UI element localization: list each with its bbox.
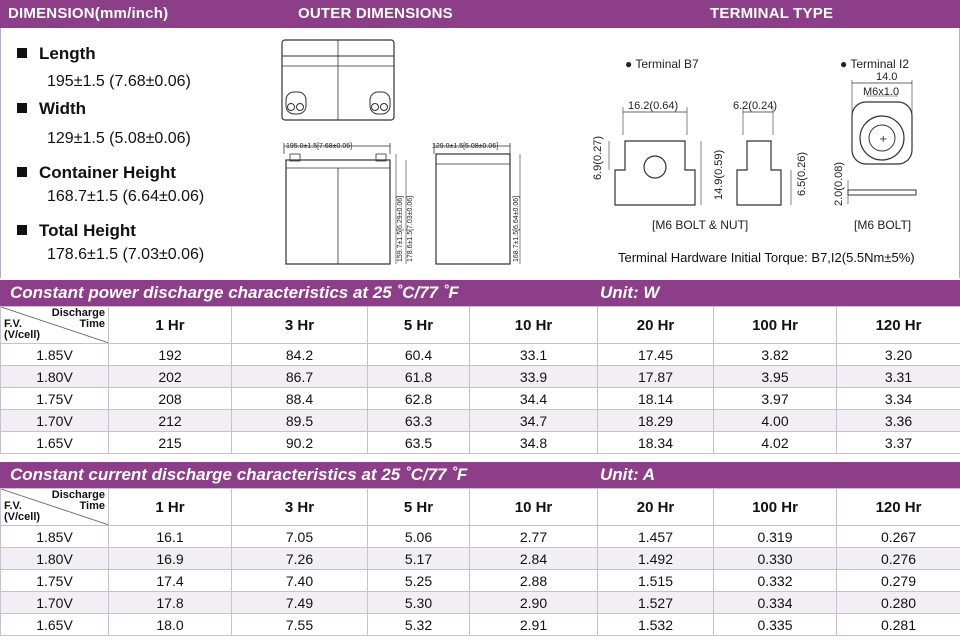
bullet-square-icon [17,103,27,113]
value-cell: 1.515 [598,570,714,592]
value-cell: 0.330 [714,548,837,570]
value-cell: 5.32 [368,614,470,636]
value-cell: 89.5 [232,410,368,432]
power-table-title: Constant power discharge characteristics at 25 ˚C/77 ˚F [10,283,459,302]
value-cell: 1.457 [598,526,714,548]
dim-total-height-label: Total Height [17,221,136,241]
value-cell: 5.17 [368,548,470,570]
current-table-title: Constant current discharge characteristics at 25 ˚C/77 ˚F [10,465,468,484]
b7-width-1-label: 16.2(0.64) [628,100,679,112]
value-cell: 0.281 [837,614,960,636]
fv-cell: 1.80V [1,548,109,570]
corner-fv-label: F.V. (V/cell) [4,318,41,341]
value-cell: 17.8 [109,592,232,614]
i2-thread-label: M6x1.0 [863,86,900,98]
i2-width-label: 14.0 [876,71,898,83]
value-cell: 3.37 [837,432,960,454]
current-discharge-table [0,488,960,636]
dim-container-height-value: 168.7±1.5 (6.64±0.06) [47,188,205,205]
battery-top-view-drawing [278,36,398,124]
torque-note: Terminal Hardware Initial Torque: B7,I2(5.5Nm±5%) [618,250,915,265]
fv-cell: 1.70V [1,592,109,614]
corner-fv-label: F.V. (V/cell) [4,500,41,523]
fv-cell: 1.65V [1,432,109,454]
value-cell: 34.8 [470,432,598,454]
value-cell: 33.1 [470,344,598,366]
value-cell: 61.8 [368,366,470,388]
fv-cell: 1.85V [1,526,109,548]
dim-width-value: 129±1.5 (5.08±0.06) [47,130,191,147]
value-cell: 202 [109,366,232,388]
value-cell: 0.332 [714,570,837,592]
value-cell: 3.34 [837,388,960,410]
dim-length-value: 195±1.5 (7.68±0.06) [47,73,191,90]
current-section-bar [0,462,960,488]
value-cell: 1.492 [598,548,714,570]
value-cell: 215 [109,432,232,454]
value-cell: 0.334 [714,592,837,614]
current-header-row [1,489,960,526]
value-cell: 7.40 [232,570,368,592]
table-row [1,614,960,636]
terminal-i2-drawing [830,80,935,215]
side-height-label: 168.7±1.5[6.64±0.06] [513,195,520,262]
terminal-b7-title: ● Terminal B7 [625,57,699,71]
value-cell: 86.7 [232,366,368,388]
power-discharge-table [0,306,960,454]
svg-text:+: + [879,134,888,145]
value-cell: 5.30 [368,592,470,614]
corner-discharge-time-label: Discharge Time [51,307,105,330]
value-cell: 90.2 [232,432,368,454]
value-cell: 60.4 [368,344,470,366]
column-header: 10 Hr [470,307,598,344]
value-cell: 192 [109,344,232,366]
table-corner-cell [1,307,109,344]
power-body [1,344,960,454]
table-row [1,366,960,388]
column-header: 1 Hr [109,489,232,526]
dim-total-height-value: 178.6±1.5 (7.03±0.06) [47,246,205,263]
column-header: 1 Hr [109,307,232,344]
column-header: 120 Hr [837,307,960,344]
value-cell: 84.2 [232,344,368,366]
column-header: 120 Hr [837,489,960,526]
value-cell: 1.532 [598,614,714,636]
value-cell: 7.05 [232,526,368,548]
b7-height-2-label: 14.9(0.59) [713,149,725,200]
bullet-square-icon [17,48,27,58]
value-cell: 2.88 [470,570,598,592]
value-cell: 0.267 [837,526,960,548]
value-cell: 0.280 [837,592,960,614]
table-row [1,410,960,432]
terminal-type-title: TERMINAL TYPE [710,5,834,22]
value-cell: 7.49 [232,592,368,614]
b7-width-2-label: 6.2(0.24) [733,100,778,112]
outer-dimensions-title: OUTER DIMENSIONS [298,5,453,22]
value-cell: 17.87 [598,366,714,388]
value-cell: 18.14 [598,388,714,410]
i2-caption: [M6 BOLT] [854,218,912,232]
table-row [1,344,960,366]
front-width-label: 195.0±1.5[7.68±0.06] [286,143,353,150]
bullet-square-icon [17,225,27,235]
fv-cell: 1.65V [1,614,109,636]
value-cell: 17.4 [109,570,232,592]
value-cell: 5.25 [368,570,470,592]
value-cell: 5.06 [368,526,470,548]
value-cell: 208 [109,388,232,410]
value-cell: 2.91 [470,614,598,636]
bullet-square-icon [17,167,27,177]
column-header: 3 Hr [232,307,368,344]
value-cell: 2.84 [470,548,598,570]
b7-height-1-label: 6.9(0.27) [592,135,604,180]
terminal-b7-drawing [595,95,815,220]
power-section-bar [0,280,960,306]
fv-cell: 1.80V [1,366,109,388]
value-cell: 88.4 [232,388,368,410]
column-header: 100 Hr [714,307,837,344]
dim-width-label: Width [17,99,86,119]
value-cell: 34.7 [470,410,598,432]
i2-height-label: 2.0(0.08) [833,161,845,206]
value-cell: 4.00 [714,410,837,432]
table-row [1,432,960,454]
column-header: 3 Hr [232,489,368,526]
value-cell: 63.5 [368,432,470,454]
value-cell: 4.02 [714,432,837,454]
table-row [1,548,960,570]
b7-height-3-label: 6.5(0.26) [796,151,808,196]
value-cell: 212 [109,410,232,432]
value-cell: 62.8 [368,388,470,410]
terminal-i2-title: ● Terminal I2 [840,57,910,71]
value-cell: 3.82 [714,344,837,366]
value-cell: 1.527 [598,592,714,614]
column-header: 10 Hr [470,489,598,526]
dim-length-label: Length [17,44,96,64]
value-cell: 7.55 [232,614,368,636]
power-header-row [1,307,960,344]
value-cell: 18.29 [598,410,714,432]
b7-caption: [M6 BOLT & NUT] [652,218,749,232]
value-cell: 2.90 [470,592,598,614]
fv-cell: 1.75V [1,570,109,592]
fv-cell: 1.75V [1,388,109,410]
value-cell: 0.335 [714,614,837,636]
corner-discharge-time-label: Discharge Time [51,489,105,512]
table-row [1,526,960,548]
fv-cell: 1.85V [1,344,109,366]
side-width-label: 129.0±1.5[5.08±0.06] [432,143,499,150]
value-cell: 0.276 [837,548,960,570]
current-table-unit: Unit: A [600,465,656,484]
table-row [1,388,960,410]
value-cell: 0.319 [714,526,837,548]
value-cell: 3.36 [837,410,960,432]
front-container-height-label: 159.7±1.5[6.29±0.06] [397,195,404,262]
value-cell: 3.31 [837,366,960,388]
value-cell: 3.20 [837,344,960,366]
value-cell: 63.3 [368,410,470,432]
value-cell: 34.4 [470,388,598,410]
value-cell: 18.0 [109,614,232,636]
column-header: 20 Hr [598,307,714,344]
power-table-unit: Unit: W [600,283,660,302]
value-cell: 18.34 [598,432,714,454]
value-cell: 0.279 [837,570,960,592]
dimension-header-bar [0,0,960,28]
column-header: 5 Hr [368,307,470,344]
dim-container-height-label: Container Height [17,163,176,183]
value-cell: 16.9 [109,548,232,570]
table-row [1,570,960,592]
value-cell: 3.95 [714,366,837,388]
current-body [1,526,960,636]
column-header: 20 Hr [598,489,714,526]
value-cell: 33.9 [470,366,598,388]
value-cell: 2.77 [470,526,598,548]
column-header: 5 Hr [368,489,470,526]
value-cell: 17.45 [598,344,714,366]
value-cell: 3.97 [714,388,837,410]
column-header: 100 Hr [714,489,837,526]
table-corner-cell [1,489,109,526]
front-total-height-label: 178.6±1.5[7.03±0.06] [407,195,414,262]
value-cell: 16.1 [109,526,232,548]
table-row [1,592,960,614]
fv-cell: 1.70V [1,410,109,432]
value-cell: 7.26 [232,548,368,570]
dimension-title: DIMENSION(mm/inch) [8,5,169,22]
